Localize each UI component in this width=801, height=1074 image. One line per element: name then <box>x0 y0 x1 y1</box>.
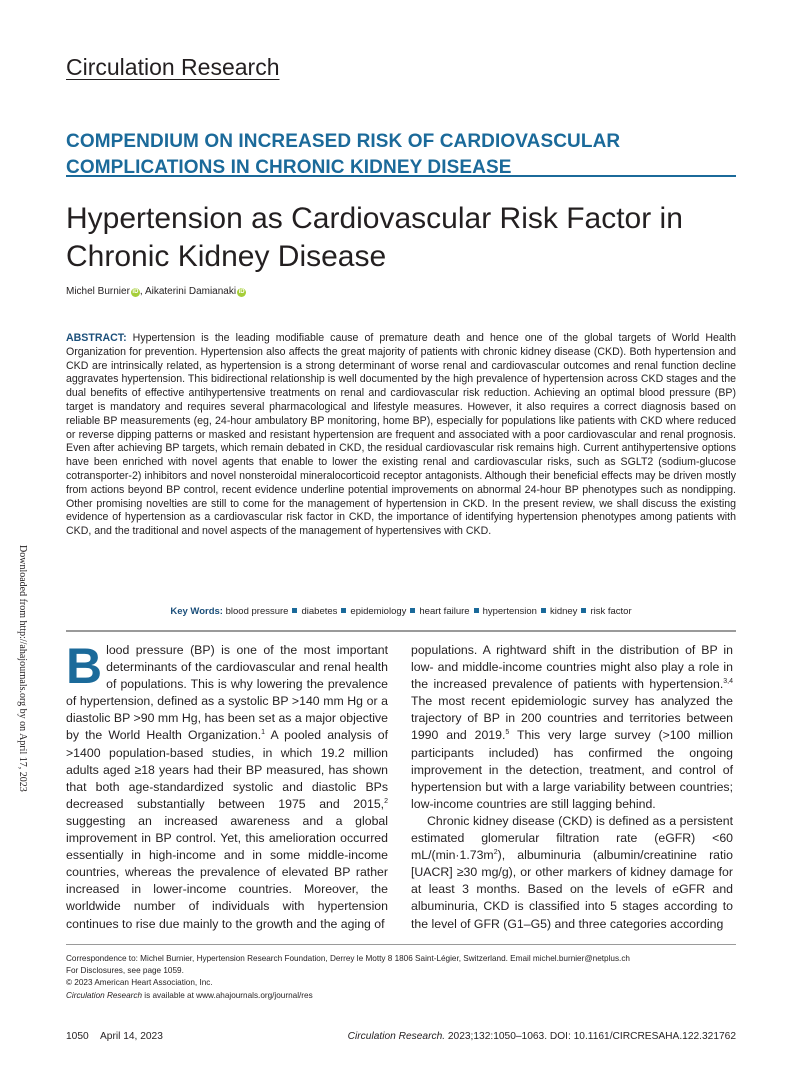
orcid-icon[interactable]: iD <box>132 289 139 295</box>
body-paragraph <box>411 642 733 813</box>
compendium-title: COMPENDIUM ON INCREASED RISK OF CARDIOVASCULAR COMPLICATIONS IN CHRONIC KIDNEY DISEASE <box>66 131 621 178</box>
download-note-text: Downloaded from http://ahajournals.org by on April 17, 2023 <box>17 545 28 792</box>
correspondence-note: Correspondence to: Michel Burnier, Hypertension Research Foundation, Derrey le Motty 8 1806 Saint-Légier, Switzerland. Email michel.burnier@netplus.ch <box>66 954 630 963</box>
keyword-item: blood pressure <box>225 606 289 617</box>
citation-journal: Circulation Research. <box>347 1031 446 1042</box>
page-number: 1050 <box>66 1031 89 1042</box>
header-rule <box>66 175 736 177</box>
section-rule <box>66 630 736 632</box>
author-name[interactable]: Aikaterini Damianaki <box>144 286 237 297</box>
keyword-item: diabetes <box>301 606 338 617</box>
body-text: Chronic kidney disease (CKD) is defined as a persistent estimated glomerular filtration rate (eGFR) <60 mL/(min·1.73m <box>411 813 733 863</box>
keyword-item: risk factor <box>590 606 632 617</box>
download-note <box>16 545 36 825</box>
body-column-right <box>411 642 733 933</box>
body-text: A pooled analysis of >1400 population-based studies, in which 19.2 million adults aged ≥18 years had their BP measured, has shown that both age-standardized systolic and diastolic BPs decreased substantially between 1975 and 2015, <box>66 728 389 811</box>
body-column-left <box>66 638 389 933</box>
body-text: ), albuminuria (albumin/creatinine ratio [UACR] ≥30 mg/g), or other markers of kidney damage for at least 3 months. Based on the levels of eGFR and albuminuria, CKD is classified into 5 stages according to the level of GFR (G1–G5) and three categories according <box>411 848 733 931</box>
page-footer <box>66 1031 736 1042</box>
footnotes <box>66 953 746 1002</box>
availability-journal: Circulation Research <box>66 990 142 1000</box>
issue-date: April 14, 2023 <box>100 1031 163 1042</box>
citation <box>348 1031 736 1042</box>
abstract <box>66 332 736 539</box>
bullet-square-icon <box>410 608 415 613</box>
bullet-square-icon <box>474 608 479 613</box>
body-paragraph <box>66 638 389 933</box>
bullet-square-icon <box>541 608 546 613</box>
body-text: The most recent epidemiologic survey has analyzed the trajectory of BP in 200 countries and territories between 1990 and 2019. <box>411 694 733 743</box>
reference-link[interactable]: 5 <box>505 729 510 737</box>
abstract-label: ABSTRACT: <box>66 332 127 344</box>
journal-name: Circulation Research <box>66 54 280 80</box>
drop-cap: B <box>66 638 103 694</box>
availability-text: is available at www.ahajournals.org/journal/res <box>142 990 313 1000</box>
keyword-item: epidemiology <box>350 606 407 617</box>
disclosures-note: For Disclosures, see page 1059. <box>66 966 184 976</box>
bullet-square-icon <box>292 608 297 613</box>
copyright-note: © 2023 American Heart Association, Inc. <box>66 978 213 988</box>
reference-link[interactable]: 3,4 <box>723 678 733 686</box>
body-text: This very large survey (>100 million participants included) has confirmed the ongoing improvement in the detection, treatment, and control of hypertension but with a large variability between countries; low-income countries are still lagging behind. <box>411 728 733 811</box>
orcid-icon[interactable]: iD <box>238 289 245 295</box>
keyword-item: kidney <box>549 606 578 617</box>
author-separator: , <box>139 286 145 297</box>
keywords <box>66 606 736 617</box>
footnote-rule <box>66 944 736 945</box>
reference-link[interactable]: 2 <box>384 797 388 805</box>
keyword-item: hypertension <box>482 606 537 617</box>
author-list <box>66 286 246 297</box>
author-name[interactable]: Michel Burnier <box>66 286 130 297</box>
availability-note <box>66 990 746 1002</box>
superscript: 2 <box>493 849 498 857</box>
body-text: populations. A rightward shift in the distribution of BP in low- and middle-income countries might also play a role in the increased prevalence of patients with hypertension. <box>411 643 733 692</box>
bullet-square-icon <box>581 608 586 613</box>
keywords-label: Key Words: <box>170 606 223 617</box>
bullet-square-icon <box>341 608 346 613</box>
article-title: Hypertension as Cardiovascular Risk Factor in Chronic Kidney Disease <box>66 202 683 273</box>
body-text: suggesting an increased awareness and a global improvement in BP control. Yet, this amelioration occurred essentially in high-income and in some middle-income countries, whereas the prevalence of elevated BP rather increased in lower-income countries. Moreover, the worldwide number of individuals with hypertension continues to rise due mainly to the growth and the aging of <box>66 813 388 931</box>
abstract-text: Hypertension is the leading modifiable cause of premature death and hence one of the global targets of World Health Organization for prevention. Hypertension also affects the great majority of patients with chronic kidney disease (CKD). Both hypertension and CKD are intrinsically related, as hypertension is a strong determinant of worse renal and cardiovascular outcomes and renal function decline aggravates hypertension. This bidirectional relationship is well documented by the high prevalence of hypertension across CKD stages and the dual benefits of effective antihypertensive treatments on renal and cardiovascular risk reduction. Achieving an optimal blood pressure (BP) target is mandatory and requires several pharmacological and lifestyle measures. However, it also requires a correct diagnosis based on reliable BP measurements (eg, 24-hour ambulatory BP monitoring, home BP), especially for populations like patients with CKD where reduced or reverse dipping patterns or masked and resistant hypertension are frequent and associated with a poor cardiovascular and renal prognosis. Even after achieving BP targets, which remain debated in CKD, the residual cardiovascular risk remains high. Current antihypertensive options have been enriched with novel agents that enable to lower the existing renal and cardiovascular risks, such as SGLT2 (sodium-glucose cotransporter-2) inhibitors and novel nonsteroidal mineralocorticoid receptor antagonists. Although their beneficial effects may be driven mostly from actions beyond BP control, recent evidence underline potential improvements on abnormal 24-hour BP phenotypes such as nondipping. Other promising novelties are still to come for the management of hypertension in CKD. In the present review, we shall discuss the existing evidence of hypertension as a cardiovascular risk factor in CKD, the importance of identifying hypertension phenotypes among patients with CKD, and the traditional and novel aspects of the management of hypertensives with CKD. <box>66 332 736 538</box>
body-paragraph <box>411 813 733 933</box>
body-text: lood pressure (BP) is one of the most important determinants of the cardiovascular and renal health of populations. This is why lowering the prevalence of hypertension, defined as a systolic BP >140 mm Hg or a diastolic BP >90 mm Hg, has been set as a major objective by the World Health Organization. <box>66 643 388 743</box>
keyword-item: heart failure <box>419 606 470 617</box>
reference-link[interactable]: 1 <box>261 729 266 737</box>
citation-text: 2023;132:1050–1063. DOI: 10.1161/CIRCRESAHA.122.321762 <box>445 1031 736 1042</box>
